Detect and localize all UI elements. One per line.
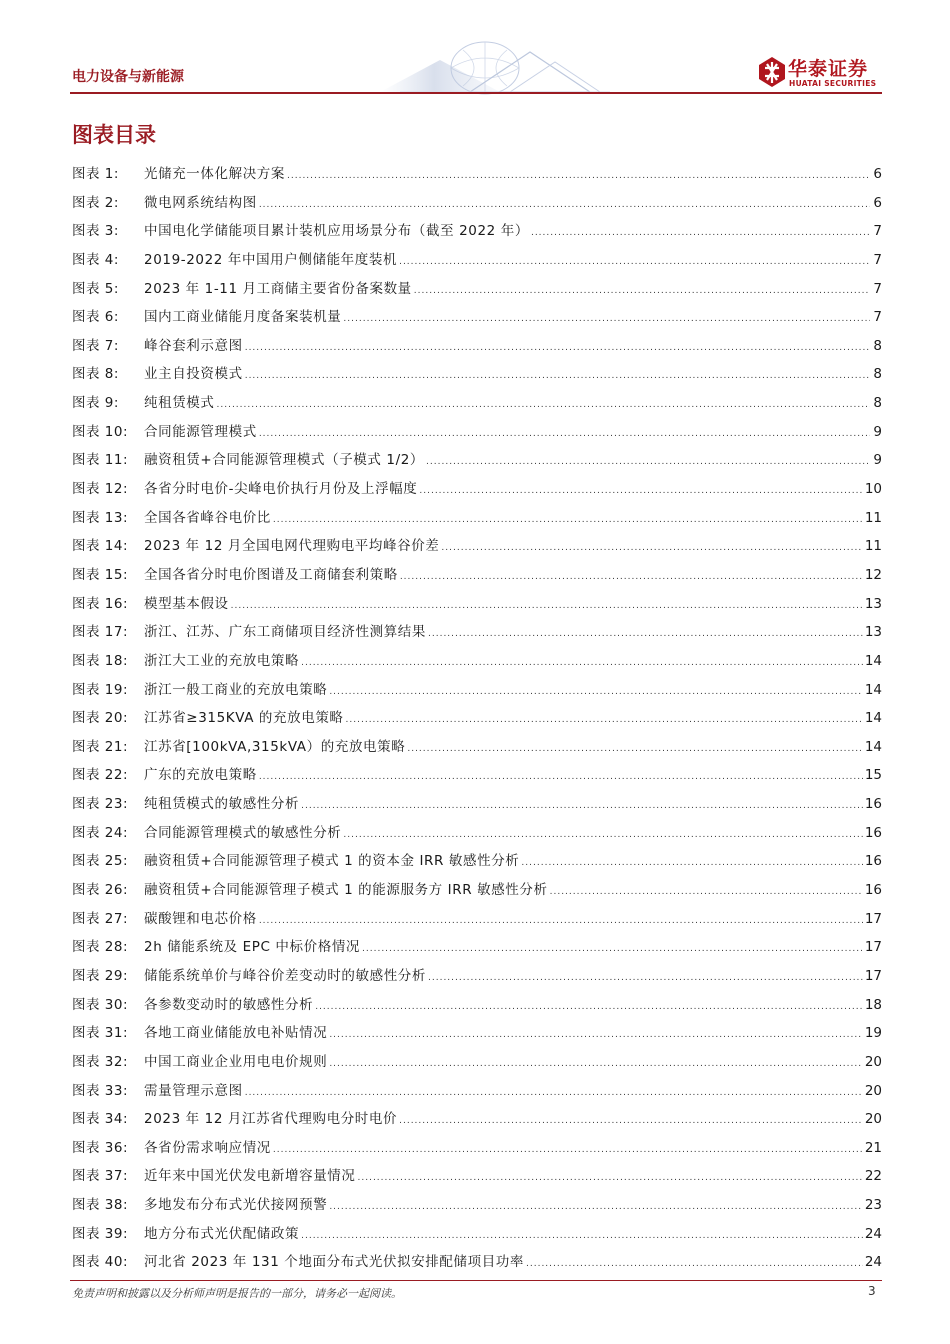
- toc-entry[interactable]: [72, 477, 882, 506]
- toc-entry-label: 图表 17:: [72, 624, 129, 641]
- toc-entry-page: 17: [864, 910, 882, 927]
- table-of-figures: [72, 162, 882, 1279]
- toc-leader-dots: [259, 772, 863, 782]
- toc-entry[interactable]: [72, 592, 882, 621]
- footer-divider: [70, 1280, 882, 1281]
- toc-entry[interactable]: [72, 248, 882, 277]
- toc-leader-dots: [362, 944, 863, 954]
- toc-entry-title: 2023 年 12 月江苏省代理购电分时电价: [144, 1111, 398, 1128]
- toc-entry-title: 2023 年 12 月全国电网代理购电平均峰谷价差: [144, 538, 440, 555]
- toc-leader-dots: [428, 973, 863, 983]
- toc-entry-page: 15: [864, 767, 882, 784]
- toc-entry-page: 10: [864, 481, 882, 498]
- header-decoration-graphic: [380, 38, 610, 96]
- toc-entry-label: 图表 26:: [72, 882, 129, 899]
- toc-entry-label: 图表 12:: [72, 481, 129, 498]
- toc-entry-label: 图表 40:: [72, 1254, 129, 1271]
- toc-entry-title: 2023 年 1-11 月工商储主要省份备案数量: [144, 280, 412, 297]
- toc-entry-page: 12: [864, 566, 882, 583]
- toc-entry-label: 图表 27:: [72, 910, 129, 927]
- toc-leader-dots: [329, 1059, 863, 1069]
- toc-leader-dots: [301, 801, 863, 811]
- toc-entry-page: 11: [864, 538, 882, 555]
- toc-entry-title: 峰谷套利示意图: [144, 337, 243, 354]
- toc-leader-dots: [245, 371, 870, 381]
- toc-entry-page: 24: [864, 1254, 882, 1271]
- toc-entry-page: 24: [864, 1225, 882, 1242]
- toc-leader-dots: [329, 1030, 863, 1040]
- toc-entry[interactable]: [72, 735, 882, 764]
- toc-entry-label: 图表 38:: [72, 1197, 129, 1214]
- toc-entry-label: 图表 16:: [72, 595, 129, 612]
- toc-entry[interactable]: [72, 620, 882, 649]
- logo-chinese-name: 华泰证券: [788, 58, 869, 80]
- toc-entry-title: 江苏省[100kVA,315kVA）的充放电策略: [144, 738, 406, 755]
- toc-entry-page: 21: [864, 1139, 882, 1156]
- toc-entry-title: 浙江大工业的充放电策略: [144, 652, 300, 669]
- toc-entry-page: 8: [873, 395, 882, 412]
- toc-leader-dots: [441, 543, 862, 553]
- toc-leader-dots: [414, 286, 870, 296]
- toc-entry-title: 国内工商业储能月度备案装机量: [144, 309, 342, 326]
- toc-leader-dots: [346, 715, 863, 725]
- toc-leader-dots: [273, 515, 863, 525]
- toc-entry-title: 中国电化学储能项目累计装机应用场景分布（截至 2022 年）: [144, 223, 529, 240]
- toc-entry-title: 河北省 2023 年 131 个地面分布式光伏拟安排配储项目功率: [144, 1254, 524, 1271]
- toc-entry[interactable]: [72, 907, 882, 936]
- toc-leader-dots: [315, 1002, 863, 1012]
- toc-entry[interactable]: [72, 506, 882, 535]
- toc-leader-dots: [287, 171, 870, 181]
- toc-entry-title: 中国工商业企业用电电价规则: [144, 1053, 328, 1070]
- toc-entry-title: 江苏省≥315KVA 的充放电策略: [144, 710, 344, 727]
- toc-entry-title: 各参数变动时的敏感性分析: [144, 996, 314, 1013]
- toc-entry-page: 14: [864, 710, 882, 727]
- toc-entry-label: 图表 23:: [72, 796, 129, 813]
- toc-entry-title: 2019-2022 年中国用户侧储能年度装机: [144, 251, 398, 268]
- toc-entry-page: 20: [864, 1111, 882, 1128]
- toc-entry[interactable]: [72, 277, 882, 306]
- toc-entry-title: 2h 储能系统及 EPC 中标价格情况: [144, 939, 361, 956]
- toc-entry[interactable]: [72, 1079, 882, 1108]
- toc-entry-label: 图表 3:: [72, 223, 119, 240]
- toc-entry[interactable]: [72, 448, 882, 477]
- toc-entry-page: 9: [873, 452, 882, 469]
- toc-entry[interactable]: [72, 191, 882, 220]
- toc-entry-page: 22: [864, 1168, 882, 1185]
- toc-entry-title: 融资租赁+合同能源管理子模式 1 的资本金 IRR 敏感性分析: [144, 853, 520, 870]
- toc-leader-dots: [358, 1173, 863, 1183]
- toc-entry-title: 全国各省峰谷电价比: [144, 509, 271, 526]
- toc-entry[interactable]: [72, 964, 882, 993]
- toc-leader-dots: [526, 1259, 863, 1269]
- toc-entry[interactable]: [72, 792, 882, 821]
- logo-english-name: HUATAI SECURITIES: [789, 79, 877, 88]
- toc-entry-label: 图表 10:: [72, 423, 129, 440]
- toc-entry-label: 图表 24:: [72, 824, 129, 841]
- toc-leader-dots: [343, 830, 862, 840]
- toc-leader-dots: [259, 429, 870, 439]
- toc-entry-page: 16: [864, 824, 882, 841]
- toc-leader-dots: [550, 887, 863, 897]
- toc-entry-title: 多地发布分布式光伏接网预警: [144, 1197, 328, 1214]
- toc-entry-page: 13: [864, 595, 882, 612]
- toc-entry-title: 需量管理示意图: [144, 1082, 243, 1099]
- toc-entry[interactable]: [72, 993, 882, 1022]
- toc-entry-page: 19: [864, 1025, 882, 1042]
- toc-entry-title: 全国各省分时电价图谱及工商储套利策略: [144, 566, 398, 583]
- toc-entry[interactable]: [72, 162, 882, 191]
- toc-entry-title: 纯租赁模式的敏感性分析: [144, 796, 300, 813]
- toc-leader-dots: [329, 687, 863, 697]
- toc-entry[interactable]: [72, 878, 882, 907]
- toc-entry[interactable]: [72, 1107, 882, 1136]
- toc-entry[interactable]: [72, 1021, 882, 1050]
- toc-entry-label: 图表 25:: [72, 853, 129, 870]
- toc-leader-dots: [407, 744, 862, 754]
- toc-entry-title: 光储充一体化解决方案: [144, 166, 285, 182]
- toc-entry[interactable]: [72, 391, 882, 420]
- toc-leader-dots: [301, 658, 863, 668]
- toc-entry-label: 图表 4:: [72, 251, 119, 268]
- toc-entry-label: 图表 32:: [72, 1053, 129, 1070]
- toc-entry-page: 14: [864, 738, 882, 755]
- toc-entry-title: 微电网系统结构图: [144, 194, 257, 211]
- toc-entry[interactable]: [72, 219, 882, 248]
- toc-entry-page: 6: [873, 194, 882, 211]
- toc-entry[interactable]: [72, 362, 882, 391]
- toc-entry-page: 20: [864, 1053, 882, 1070]
- toc-entry-title: 广东的充放电策略: [144, 767, 257, 784]
- toc-entry-title: 碳酸锂和电芯价格: [144, 910, 257, 927]
- header-section-title: 电力设备与新能源: [72, 69, 184, 85]
- toc-entry-page: 13: [864, 624, 882, 641]
- toc-leader-dots: [400, 572, 863, 582]
- toc-entry-page: 23: [864, 1197, 882, 1214]
- toc-entry[interactable]: [72, 534, 882, 563]
- toc-entry-title: 合同能源管理模式的敏感性分析: [144, 824, 342, 841]
- toc-entry-title: 近年来中国光伏发电新增容量情况: [144, 1168, 356, 1185]
- toc-leader-dots: [419, 486, 862, 496]
- toc-leader-dots: [245, 1088, 863, 1098]
- toc-entry-page: 9: [873, 423, 882, 440]
- toc-entry[interactable]: [72, 1050, 882, 1079]
- toc-entry-page: 7: [873, 309, 882, 326]
- toc-entry-label: 图表 36:: [72, 1139, 129, 1156]
- toc-entry[interactable]: [72, 420, 882, 449]
- footer-disclaimer: 免责声明和披露以及分析师声明是报告的一部分，请务必一起阅读。: [72, 1287, 402, 1300]
- toc-entry[interactable]: [72, 678, 882, 707]
- toc-entry-page: 8: [873, 337, 882, 354]
- toc-entry-label: 图表 8:: [72, 366, 119, 383]
- toc-leader-dots: [217, 400, 871, 410]
- toc-entry[interactable]: [72, 821, 882, 850]
- toc-entry-page: 6: [873, 166, 882, 182]
- toc-entry-label: 图表 31:: [72, 1025, 129, 1042]
- toc-entry-page: 18: [864, 996, 882, 1013]
- toc-entry[interactable]: [72, 849, 882, 878]
- toc-entry-page: 11: [864, 509, 882, 526]
- toc-entry-label: 图表 20:: [72, 710, 129, 727]
- toc-entry[interactable]: [72, 763, 882, 792]
- toc-entry-page: 16: [864, 853, 882, 870]
- toc-entry-title: 各省份需求响应情况: [144, 1139, 271, 1156]
- toc-entry-page: 16: [864, 882, 882, 899]
- toc-entry-page: 17: [864, 939, 882, 956]
- toc-entry-label: 图表 33:: [72, 1082, 129, 1099]
- toc-entry-title: 融资租赁+合同能源管理模式（子模式 1/2）: [144, 452, 425, 469]
- toc-entry[interactable]: [72, 305, 882, 334]
- toc-entry-label: 图表 13:: [72, 509, 129, 526]
- toc-entry[interactable]: [72, 1193, 882, 1222]
- toc-leader-dots: [399, 1116, 863, 1126]
- toc-leader-dots: [273, 1145, 863, 1155]
- toc-entry-label: 图表 15:: [72, 566, 129, 583]
- toc-entry[interactable]: [72, 649, 882, 678]
- header-divider: [70, 92, 882, 94]
- toc-leader-dots: [426, 457, 870, 467]
- toc-entry-label: 图表 9:: [72, 395, 119, 412]
- toc-entry-label: 图表 28:: [72, 939, 129, 956]
- toc-entry-page: 16: [864, 796, 882, 813]
- toc-entry-title: 各省分时电价-尖峰电价执行月份及上浮幅度: [144, 481, 418, 498]
- toc-entry-title: 纯租赁模式: [144, 395, 215, 412]
- toc-entry-title: 储能系统单价与峰谷价差变动时的敏感性分析: [144, 967, 426, 984]
- toc-entry[interactable]: [72, 706, 882, 735]
- toc-entry-label: 图表 37:: [72, 1168, 129, 1185]
- toc-entry-title: 各地工商业储能放电补贴情况: [144, 1025, 328, 1042]
- toc-entry-label: 图表 19:: [72, 681, 129, 698]
- toc-entry[interactable]: [72, 1222, 882, 1251]
- toc-entry[interactable]: [72, 1136, 882, 1165]
- toc-entry-page: 8: [873, 366, 882, 383]
- toc-entry-label: 图表 6:: [72, 309, 119, 326]
- toc-leader-dots: [231, 601, 863, 611]
- toc-leader-dots: [245, 343, 870, 353]
- toc-entry-label: 图表 2:: [72, 194, 119, 211]
- toc-entry-label: 图表 39:: [72, 1225, 129, 1242]
- toc-entry-label: 图表 5:: [72, 280, 119, 297]
- toc-entry-title: 合同能源管理模式: [144, 423, 257, 440]
- toc-entry-title: 浙江一般工商业的充放电策略: [144, 681, 328, 698]
- toc-leader-dots: [301, 1231, 863, 1241]
- toc-entry-label: 图表 1:: [72, 166, 119, 182]
- toc-entry-title: 地方分布式光伏配储政策: [144, 1225, 300, 1242]
- toc-leader-dots: [343, 314, 870, 324]
- toc-entry-page: 7: [873, 280, 882, 297]
- toc-entry-label: 图表 7:: [72, 337, 119, 354]
- toc-entry[interactable]: [72, 935, 882, 964]
- toc-leader-dots: [521, 858, 862, 868]
- page-number: 3: [868, 1284, 876, 1298]
- toc-leader-dots: [531, 228, 870, 238]
- toc-entry-label: 图表 14:: [72, 538, 129, 555]
- toc-leader-dots: [259, 200, 870, 210]
- toc-entry-label: 图表 11:: [72, 452, 129, 469]
- toc-entry-label: 图表 22:: [72, 767, 129, 784]
- toc-entry-title: 模型基本假设: [144, 595, 229, 612]
- toc-entry[interactable]: [72, 1164, 882, 1193]
- toc-leader-dots: [259, 916, 863, 926]
- toc-entry-title: 浙江、江苏、广东工商储项目经济性测算结果: [144, 624, 426, 641]
- huatai-logo-icon: [758, 56, 786, 88]
- toc-entry-page: 14: [864, 681, 882, 698]
- toc-entry-label: 图表 29:: [72, 967, 129, 984]
- toc-title: 图表目录: [72, 123, 156, 147]
- toc-entry-title: 融资租赁+合同能源管理子模式 1 的能源服务方 IRR 敏感性分析: [144, 882, 548, 899]
- toc-entry[interactable]: [72, 1250, 882, 1279]
- toc-entry-page: 20: [864, 1082, 882, 1099]
- toc-entry-label: 图表 34:: [72, 1111, 129, 1128]
- toc-entry-page: 7: [873, 251, 882, 268]
- toc-entry[interactable]: [72, 563, 882, 592]
- toc-leader-dots: [428, 629, 863, 639]
- toc-entry-page: 14: [864, 652, 882, 669]
- toc-entry-label: 图表 30:: [72, 996, 129, 1013]
- huatai-logo: [758, 54, 882, 90]
- toc-entry-page: 17: [864, 967, 882, 984]
- toc-entry-title: 业主自投资模式: [144, 366, 243, 383]
- toc-entry-label: 图表 18:: [72, 652, 129, 669]
- toc-leader-dots: [399, 257, 870, 267]
- toc-entry-label: 图表 21:: [72, 738, 129, 755]
- toc-entry[interactable]: [72, 334, 882, 363]
- toc-entry-page: 7: [873, 223, 882, 240]
- toc-leader-dots: [329, 1202, 863, 1212]
